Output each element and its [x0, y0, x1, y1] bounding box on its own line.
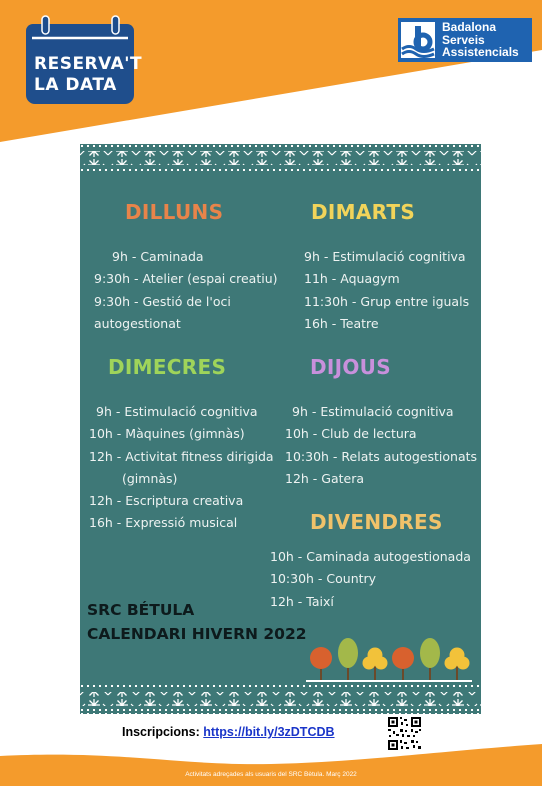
logo-line-3: Assistencials: [442, 45, 519, 59]
pattern-band-bottom: [80, 684, 481, 714]
activity-item: 10h - Caminada autogestionada: [270, 549, 471, 564]
activity-item: 10h - Club de lectura: [285, 426, 417, 442]
activities-dimecres: [89, 401, 274, 535]
activity-item: 11:30h - Grup entre iguals: [304, 293, 470, 309]
day-heading-divendres: DIVENDRES: [310, 510, 443, 534]
schedule-poster: [80, 144, 481, 714]
activities-dijous: [285, 401, 477, 490]
reserva-badge-text: [34, 54, 142, 96]
day-heading-dimecres: DIMECRES: [108, 355, 227, 379]
activity-item: 9h - Estimulació cognitiva: [292, 404, 454, 419]
activity-item: 12h - Gatera: [285, 470, 365, 486]
footer-note: Activitats adreçades als usuaris del SRC Bètula. Març 2022: [185, 771, 357, 778]
activity-item: 16h - Expressió musical: [89, 515, 238, 531]
activity-item: 16h - Teatre: [304, 315, 379, 331]
inscriptions-link[interactable]: https://bit.ly/3zDTCDB: [203, 725, 335, 739]
logo-line-2: Serveis: [442, 32, 485, 47]
inscriptions-label: Inscripcions:: [122, 725, 204, 739]
activity-item: 9h - Caminada: [112, 249, 204, 264]
activity-item: 10h - Màquines (gimnàs): [89, 426, 245, 442]
autumn-trees-illustration: [306, 638, 472, 682]
day-heading-dijous: DIJOUS: [310, 355, 391, 379]
day-heading-dilluns: DILLUNS: [125, 200, 224, 224]
activity-item: 12h - Activitat fitness dirigida: [89, 448, 274, 464]
activity-item: 12h - Taixí: [270, 593, 334, 609]
activities-dilluns: [94, 246, 278, 335]
bsa-logo: [398, 18, 532, 62]
bsa-logo-mark: [401, 22, 435, 58]
logo-line-1: Badalona: [442, 20, 497, 34]
activities-divendres: [270, 546, 471, 613]
activity-item: (gimnàs): [122, 470, 178, 486]
logo-wordmark: [442, 21, 519, 59]
pattern-band-top: [80, 144, 481, 174]
activity-item: 12h - Escriptura creativa: [89, 493, 244, 509]
activity-item: 9:30h - Gestió de l'oci: [94, 293, 231, 309]
activity-item: 9h - Estimulació cognitiva: [96, 404, 258, 419]
poster-title-line-1: SRC BÉTULA: [87, 601, 195, 619]
activities-dimarts: [304, 246, 469, 335]
activity-item: 10:30h - Relats autogestionats: [285, 448, 478, 464]
activity-item: 10:30h - Country: [270, 571, 377, 587]
day-heading-dimarts: DIMARTS: [311, 200, 416, 224]
activity-item: 11h - Aquagym: [304, 271, 400, 287]
poster-title-line-2: CALENDARI HIVERN 2022: [87, 625, 307, 643]
activity-item: 9:30h - Atelier (espai creatiu): [94, 271, 278, 287]
badge-line-2: LA DATA: [34, 75, 117, 95]
activity-item: autogestionat: [94, 315, 181, 331]
badge-line-1: RESERVA'T: [34, 54, 143, 74]
activity-item: 9h - Estimulació cognitiva: [304, 249, 466, 264]
